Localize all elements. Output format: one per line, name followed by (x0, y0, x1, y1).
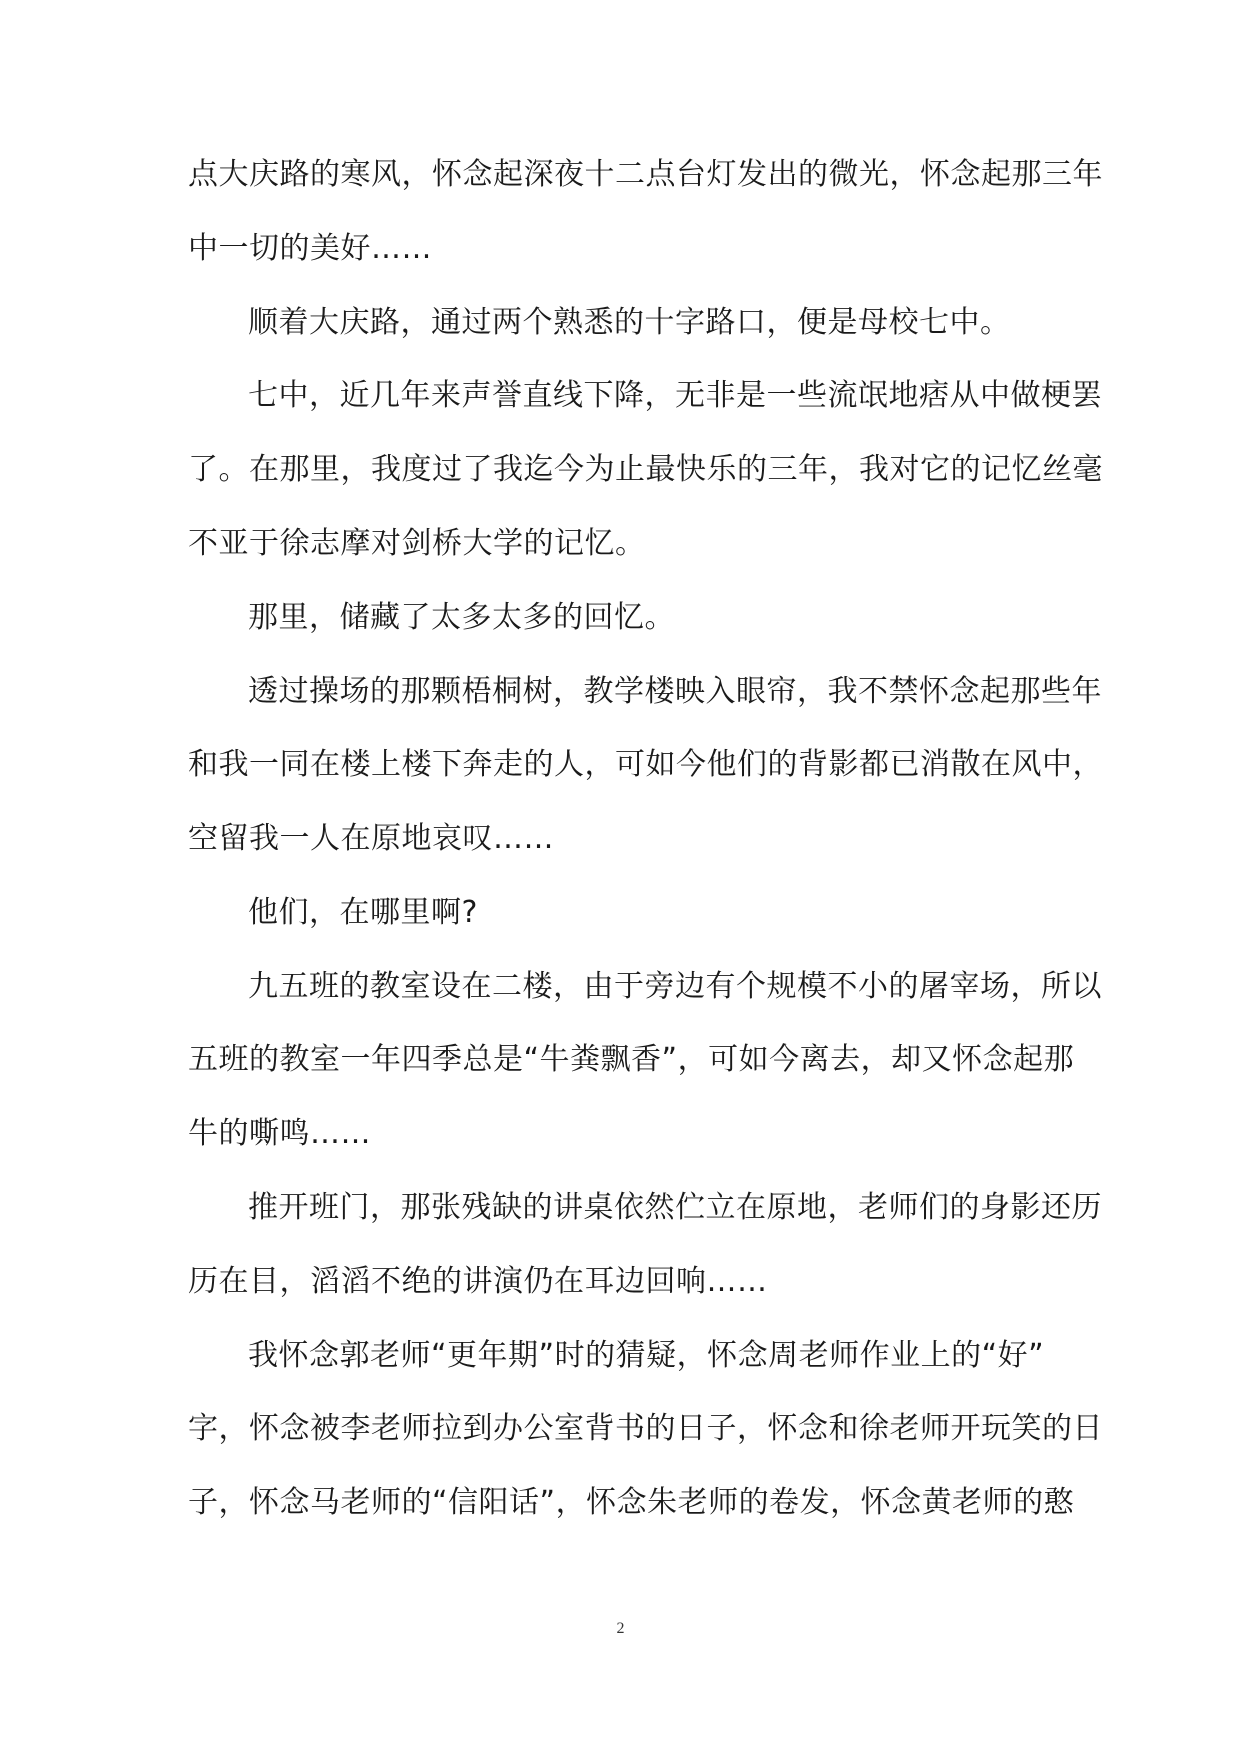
paragraph-line: 透过操场的那颗梧桐树，教学楼映入眼帘，我不禁怀念起那些年 (248, 674, 1102, 709)
text-line: 点大庆路的寒风，怀念起深夜十二点台灯发出的微光，怀念起那三年 (188, 157, 1103, 192)
text-line: 空留我一人在原地哀叹…… (188, 821, 554, 856)
paragraph-line: 七中，近几年来声誉直线下降，无非是一些流氓地痞从中做梗罢 (248, 378, 1102, 413)
paragraph-line: 他们，在哪里啊? (248, 895, 478, 930)
text-line: 不亚于徐志摩对剑桥大学的记忆。 (188, 526, 646, 561)
text-line: 字，怀念被李老师拉到办公室背书的日子，怀念和徐老师开玩笑的日 (188, 1411, 1103, 1446)
text-line: 了。在那里，我度过了我迄今为止最快乐的三年，我对它的记忆丝毫 (188, 452, 1103, 487)
text-line: 牛的嘶鸣…… (188, 1116, 371, 1151)
paragraph-line: 那里，储藏了太多太多的回忆。 (248, 600, 675, 635)
text-line: 五班的教室一年四季总是“牛粪飘香”，可如今离去，却又怀念起那 (188, 1042, 1075, 1077)
page-number: 2 (616, 1620, 625, 1637)
paragraph-line: 我怀念郭老师“更年期”时的猜疑，怀念周老师作业上的“好” (248, 1338, 1045, 1373)
paragraph-line: 推开班门，那张残缺的讲桌依然伫立在原地，老师们的身影还历 (248, 1190, 1102, 1225)
text-line: 历在目，滔滔不绝的讲演仍在耳边回响…… (188, 1264, 768, 1299)
text-line: 子，怀念马老师的“信阳话”，怀念朱老师的卷发，怀念黄老师的憨 (188, 1485, 1075, 1520)
paragraph-line: 顺着大庆路，通过两个熟悉的十字路口，便是母校七中。 (248, 305, 1011, 340)
text-line: 和我一同在楼上楼下奔走的人，可如今他们的背影都已消散在风中， (188, 747, 1103, 782)
paragraph-line: 九五班的教室设在二楼，由于旁边有个规模不小的屠宰场，所以 (248, 969, 1102, 1004)
text-line: 中一切的美好…… (188, 231, 432, 266)
